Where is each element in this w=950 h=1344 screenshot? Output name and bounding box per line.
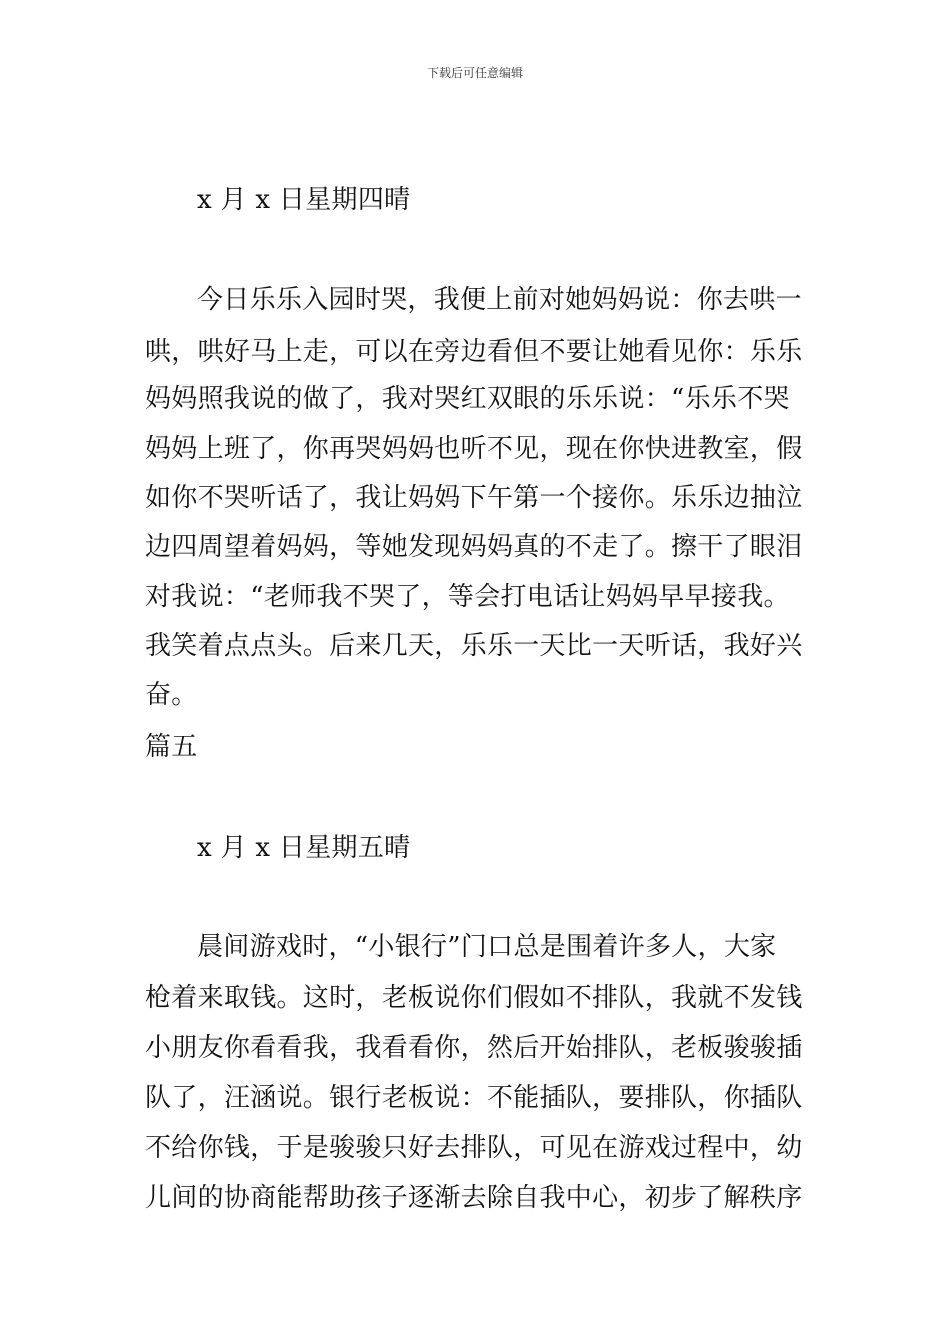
section-title: 篇五 [145,732,198,762]
paragraph-line: 枪着来取钱。这时，老板说你们假如不排队，我就不发钱 [145,983,803,1013]
paragraph-line: 我笑着点点头。后来几天，乐乐一天比一天听话，我好兴 [145,631,803,661]
paragraph-line: 边四周望着妈妈，等她发现妈妈真的不走了。擦干了眼泪 [145,532,803,562]
entry-date: x 月 x 日星期五晴 [197,833,411,863]
page-header-note: 下载后可任意编辑 [426,66,523,80]
paragraph-line: 不给你钱，于是骏骏只好去排队，可见在游戏过程中，幼 [145,1133,803,1163]
paragraph-line: 哄，哄好马上走，可以在旁边看但不要让她看见你：乐乐 [145,337,803,367]
paragraph-line: 妈妈上班了，你再哭妈妈也听不见，现在你快进教室，假 [145,434,803,464]
paragraph-line: 队了，汪涵说。银行老板说：不能插队，要排队，你插队 [145,1083,803,1113]
paragraph-line: 对我说：“老师我不哭了，等会打电话让妈妈早早接我。 [145,582,790,612]
entry-date: x 月 x 日星期四晴 [197,185,411,215]
paragraph-line: 妈妈照我说的做了，我对哭红双眼的乐乐说：“乐乐不哭 [145,384,790,414]
paragraph-line: 儿间的协商能帮助孩子逐渐去除自我中心，初步了解秩序 [145,1183,803,1213]
paragraph-line: 小朋友你看看我，我看看你，然后开始排队，老板骏骏插 [145,1033,803,1063]
paragraph-line: 今日乐乐入园时哭，我便上前对她妈妈说：你去哄一 [197,285,802,315]
paragraph-line: 奋。 [145,680,198,710]
paragraph-line: 晨间游戏时，“小银行”门口总是围着许多人，大家 [197,932,777,962]
paragraph-line: 如你不哭听话了，我让妈妈下午第一个接你。乐乐边抽泣 [145,483,803,513]
